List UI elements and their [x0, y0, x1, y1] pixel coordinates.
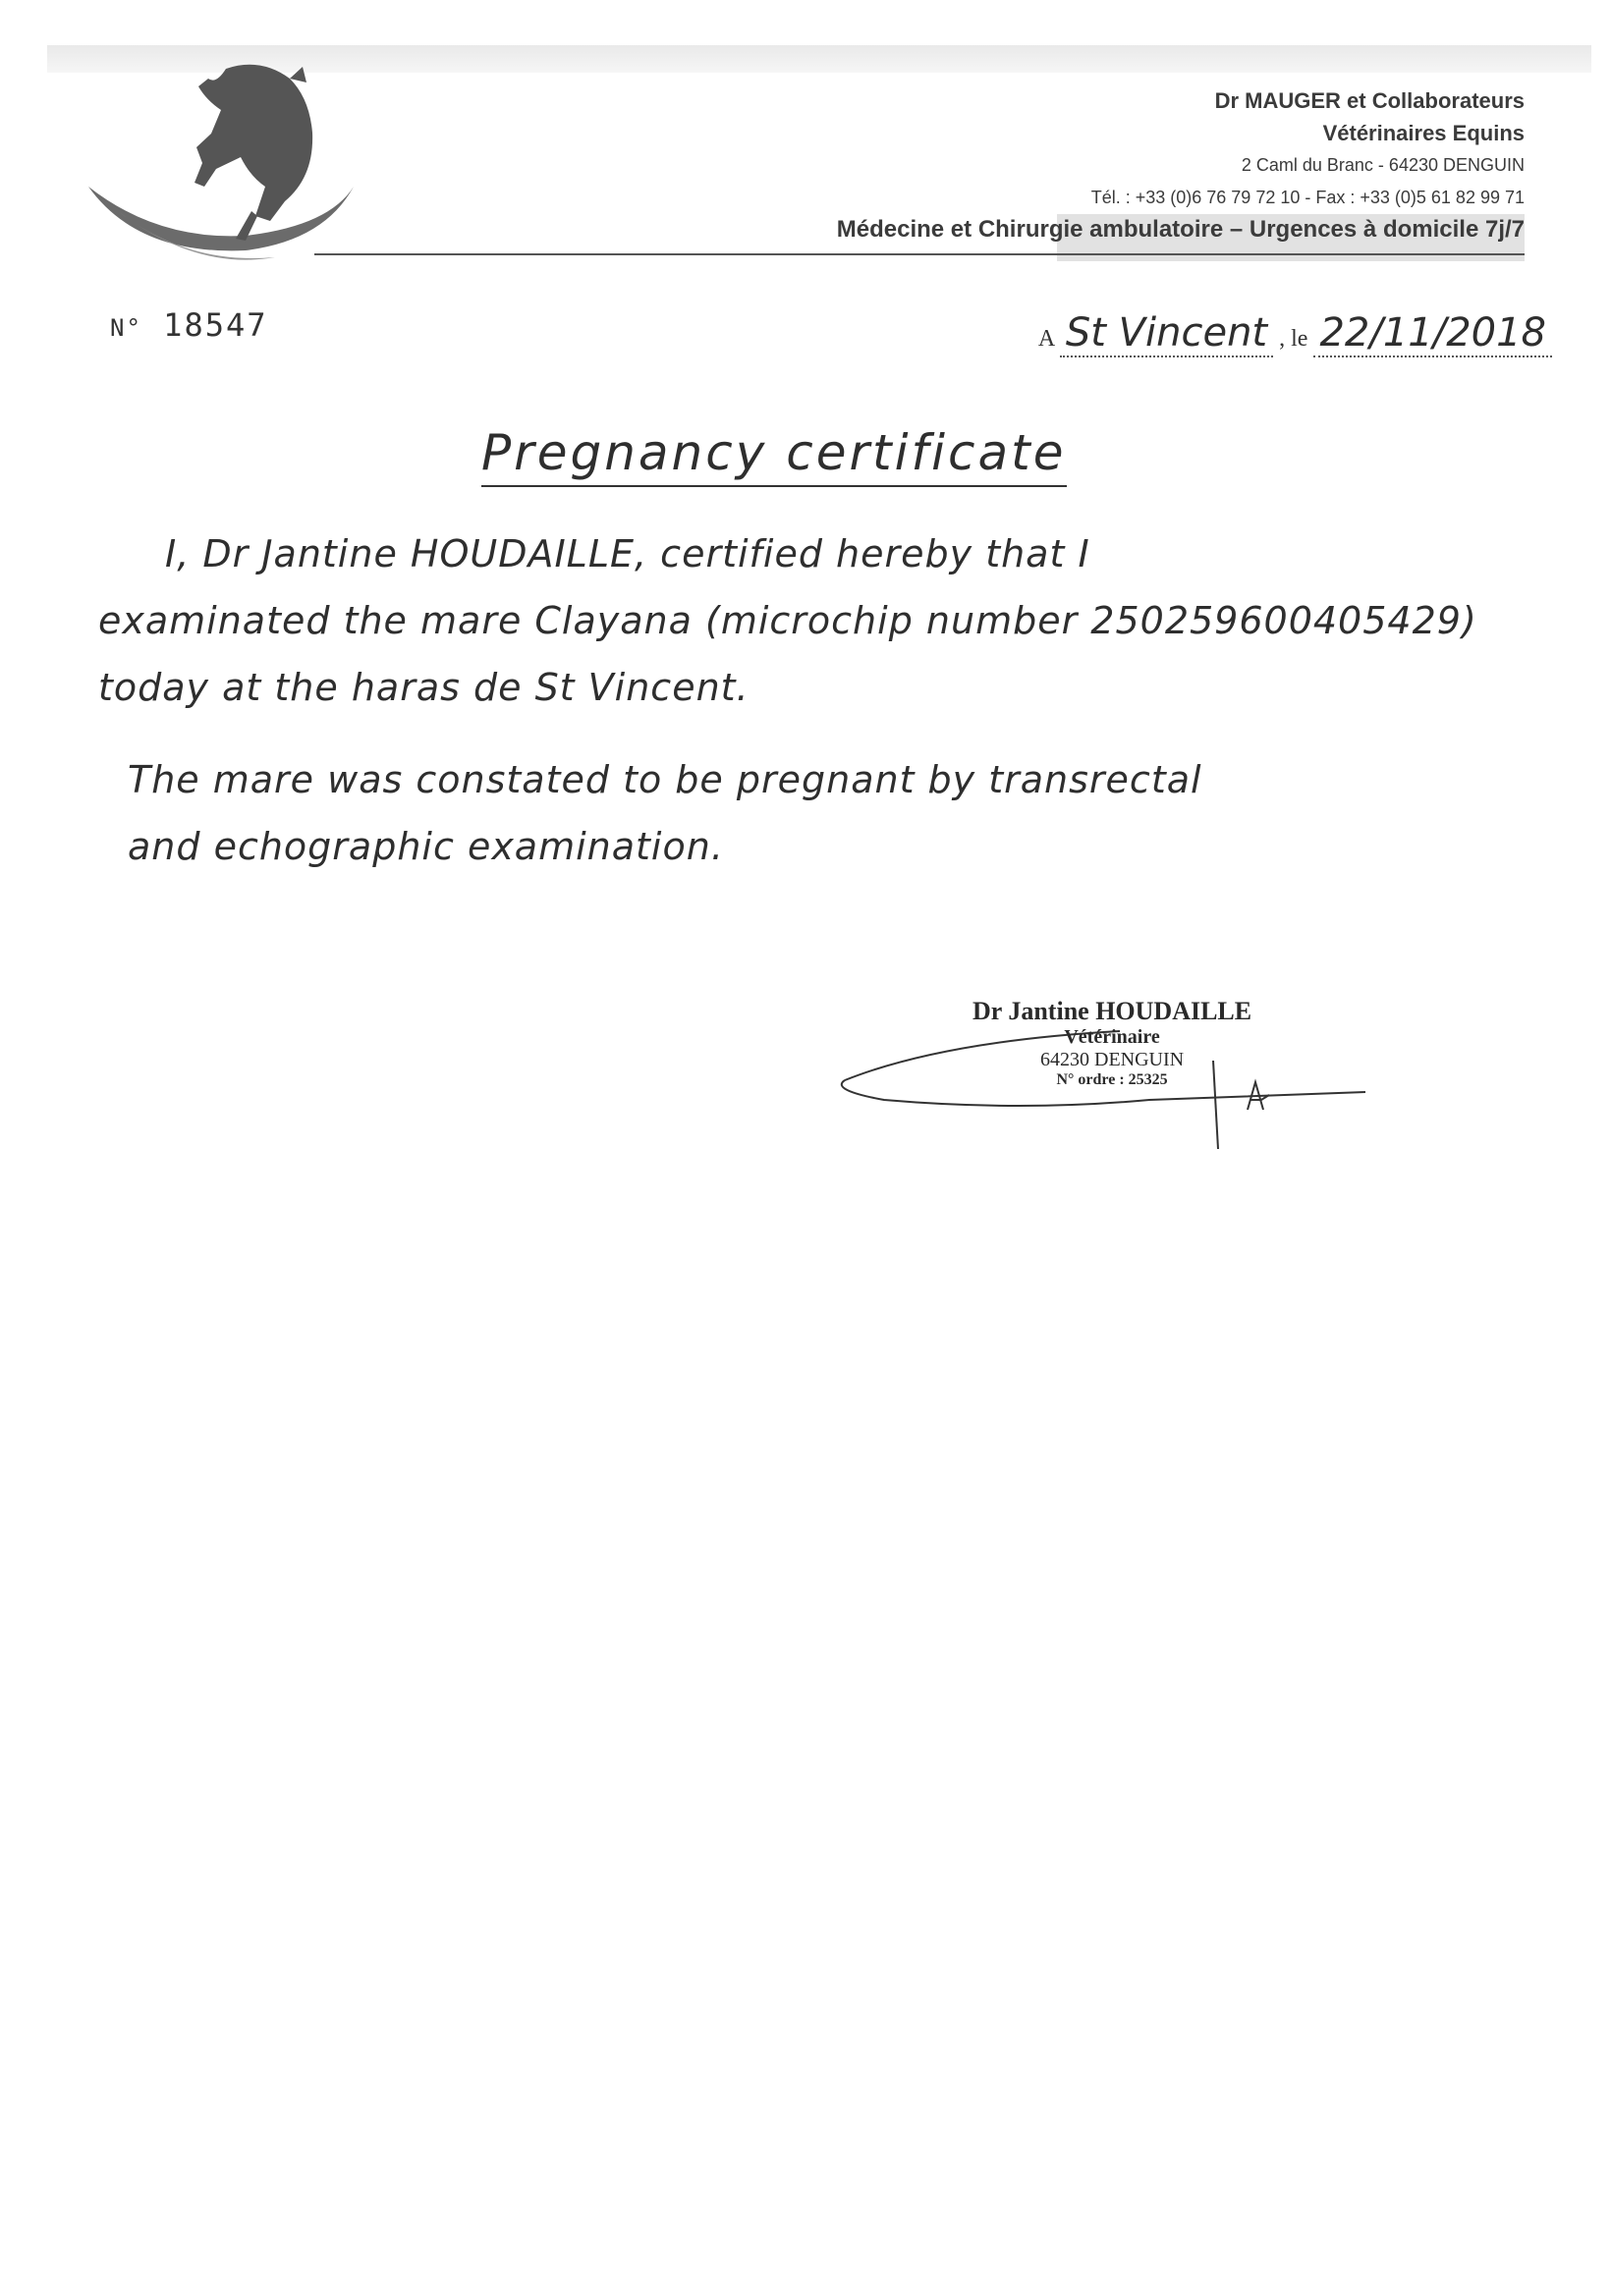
place-value: St Vincent [1060, 310, 1273, 357]
body-line: and echographic examination. [128, 825, 724, 868]
stamp-order: N° ordre : 25325 [1056, 1071, 1168, 1088]
place-prefix: A [1037, 326, 1054, 352]
body-line: The mare was constated to be pregnant by transrectal [128, 758, 1202, 801]
org-slogan: Médecine et Chirurgie ambulatoire – Urgences à domicile 7j/7 [836, 216, 1525, 243]
org-address: 2 Caml du Branc - 64230 DENGUIN [1241, 155, 1525, 175]
date-prefix: , le [1279, 326, 1308, 352]
organization-block [1091, 84, 1525, 214]
body-line: examinated the mare Clayana (microchip number 250259600405429) [98, 599, 1477, 642]
org-name: Dr MAUGER et Collaborateurs [1214, 88, 1525, 113]
body-line: I, Dr Jantine HOUDAILLE, certified hereby that I [165, 532, 1090, 575]
certificate-conclusion [128, 746, 1562, 880]
number-value: 18547 [163, 306, 268, 344]
veterinarian-stamp [972, 997, 1251, 1089]
number-label: N° [110, 314, 142, 342]
place-date [1038, 310, 1552, 355]
header-divider [314, 253, 1525, 255]
body-line: today at the haras de St Vincent. [98, 666, 750, 709]
certificate-number [110, 306, 268, 344]
certificate-title: Pregnancy certificate [481, 424, 1067, 487]
stamp-name: Dr Jantine HOUDAILLE [972, 997, 1252, 1025]
org-subtitle: Vétérinaires Equins [1322, 121, 1525, 145]
certificate-body [98, 520, 1532, 721]
stamp-city: 64230 DENGUIN [1040, 1049, 1185, 1070]
date-value: 22/11/2018 [1313, 310, 1552, 357]
org-contact: Tél. : +33 (0)6 76 79 72 10 - Fax : +33 (0)5 61 82 99 71 [1090, 188, 1525, 207]
horse-logo-icon [79, 39, 373, 285]
stamp-role: Vétérinaire [1064, 1026, 1160, 1048]
